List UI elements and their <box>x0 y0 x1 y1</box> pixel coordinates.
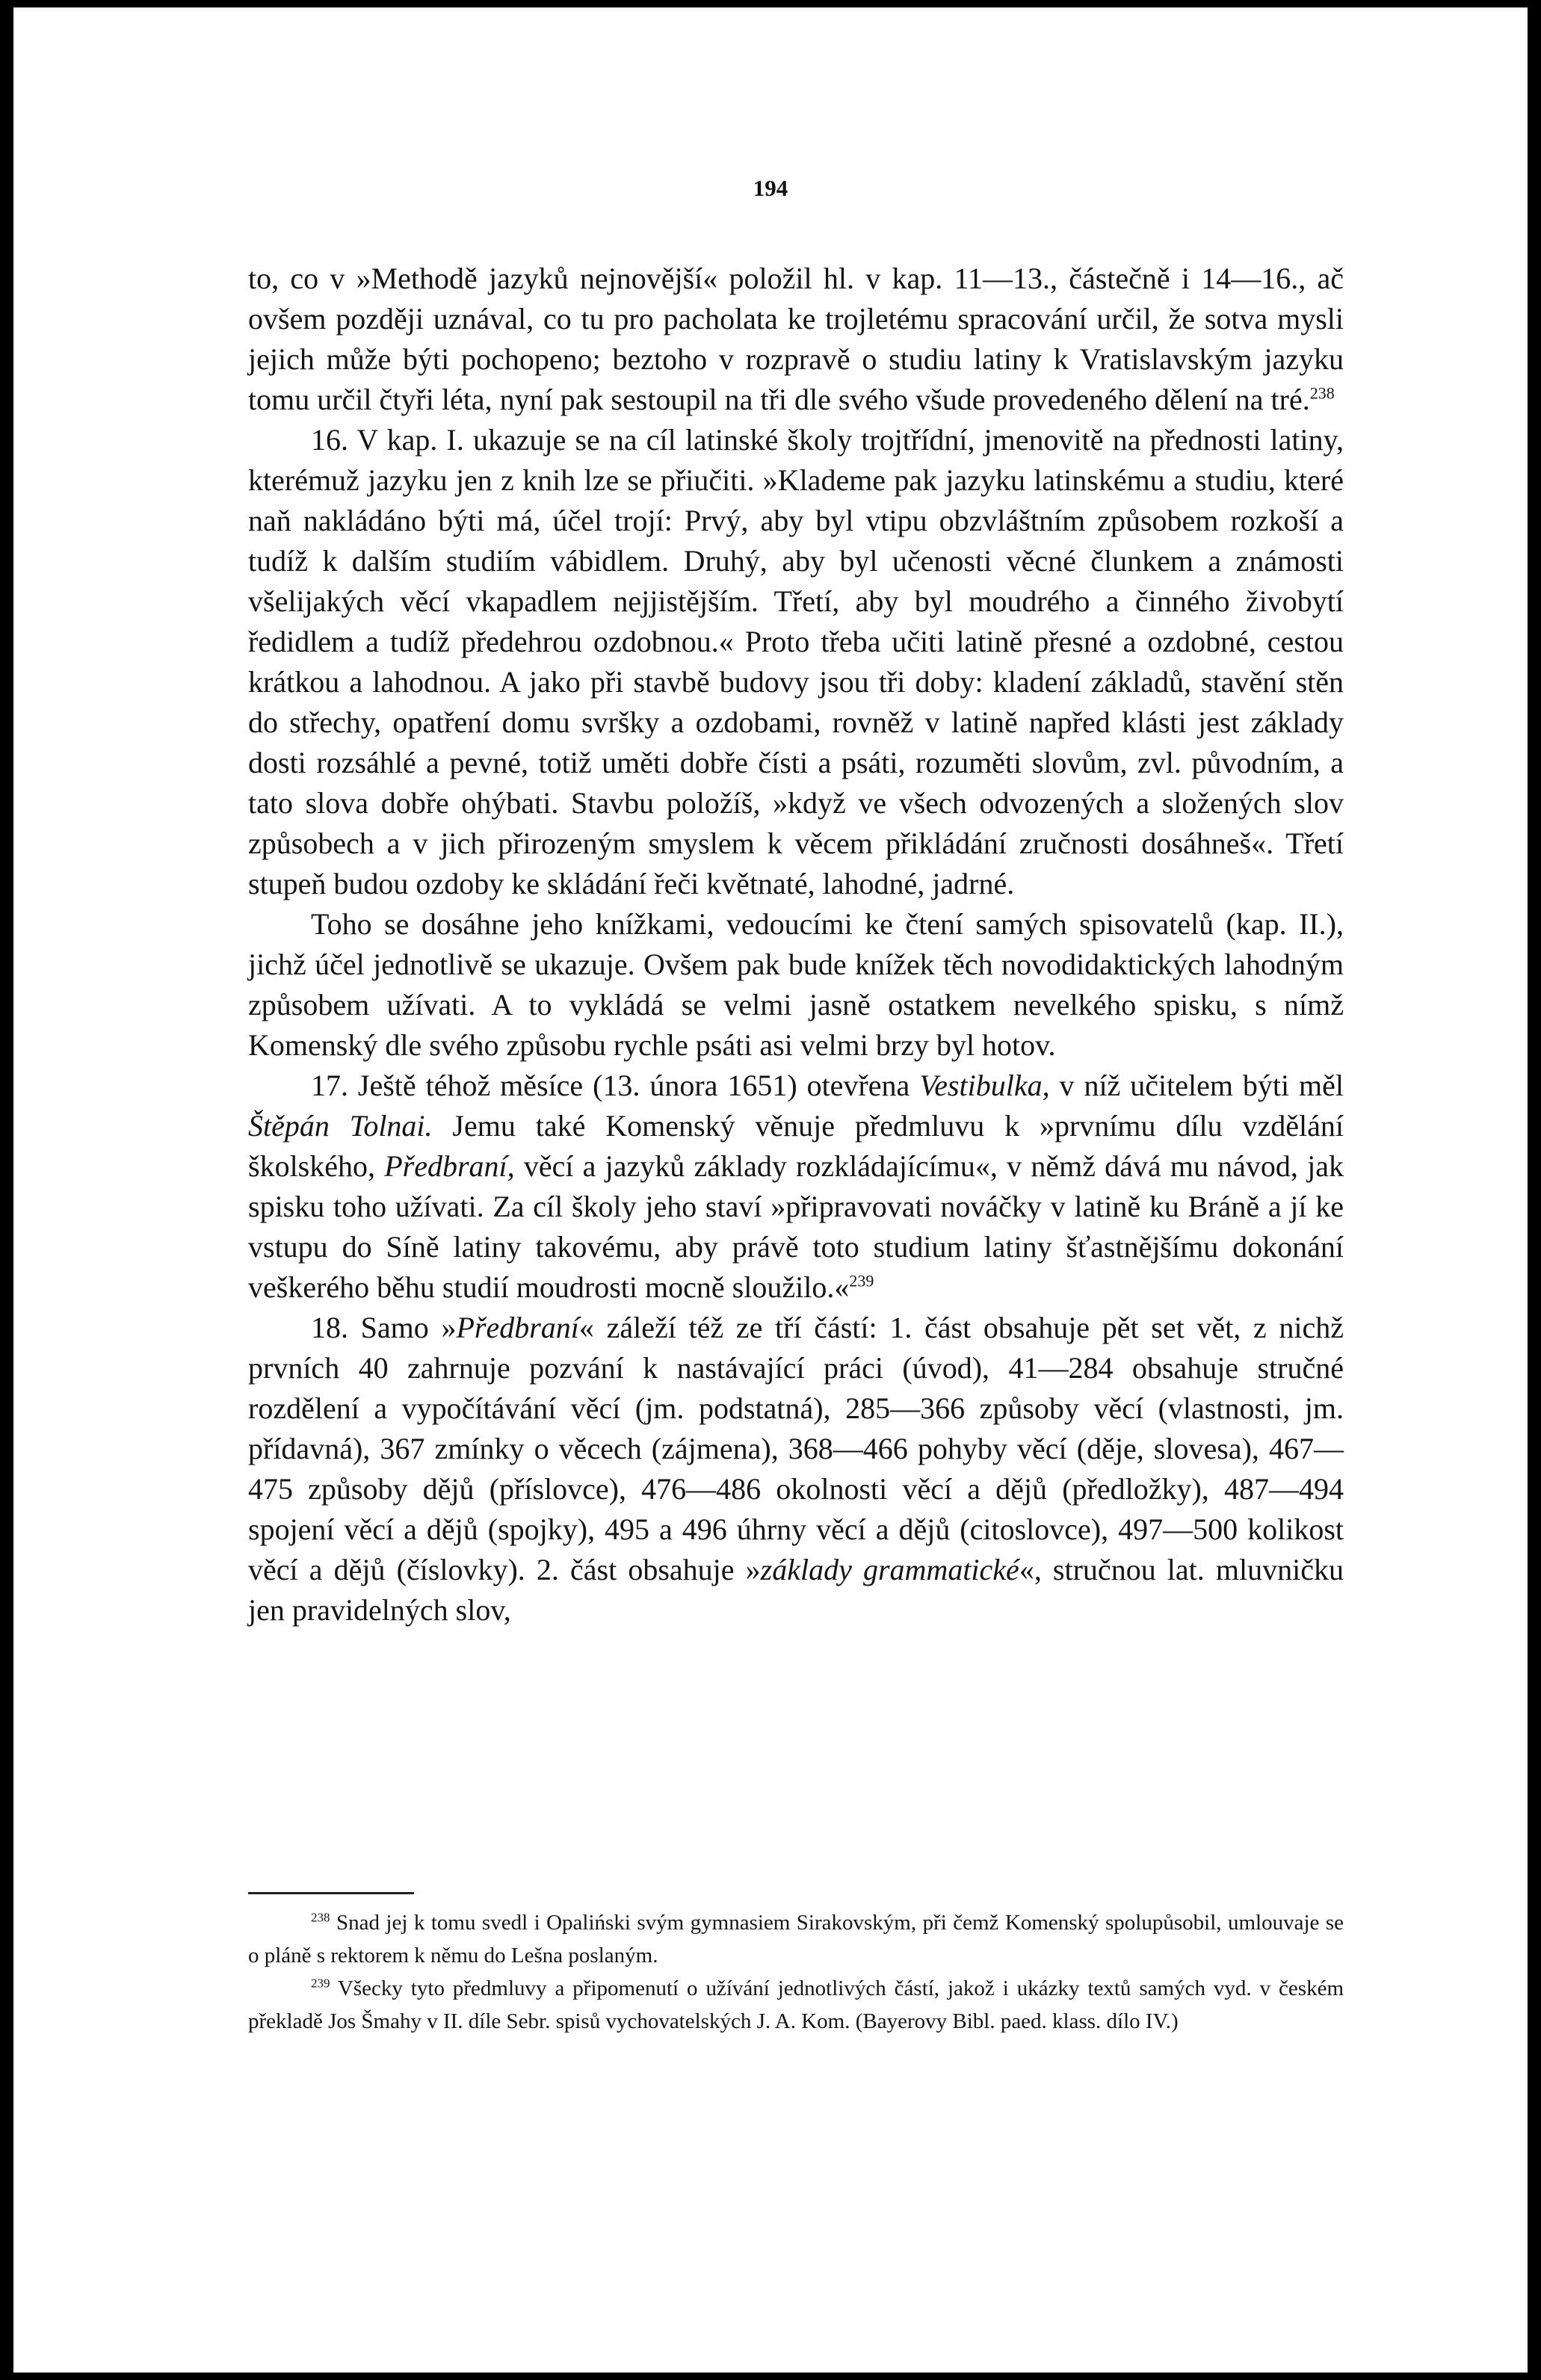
italic-name: Štěpán Tolnai. <box>248 1109 433 1143</box>
footnote-ref: 239 <box>849 1271 874 1291</box>
footnote: $^{238}$ Snad jej k tomu svedl i Opaliński svým gymnasiem Sirakovským, při čemž Komenský spolupůsobil, umlouvaje se o pláně s rektorem k němu do Lešna poslaným. <box>248 1910 1344 1968</box>
footnotes <box>248 1906 1344 2038</box>
footnote-divider <box>248 1892 414 1894</box>
footnote-number: 238 <box>311 1910 330 1925</box>
page-number: 194 <box>753 175 788 201</box>
book-page <box>13 7 1528 2373</box>
footnote-ref: 238 <box>1309 383 1335 403</box>
paragraph: Toho se dosáhne jeho knížkami, vedoucími ke čtení samých spisovatelů (kap. II.), jichž účel jednotlivě se ukazuje. Ovšem pak bude knížek těch novodidaktických lahodným způsobem užívati. A to vykládá se velmi jasně ostatkem nevelkého spisku, s nímž Komenský dle svého způsobu rychle psáti asi velmi brzy byl hotov. <box>248 907 1344 1062</box>
paragraph-18: 18. Samo »Předbraní« záleží též ze tří částí: 1. část obsahuje pět set vět, z nichž prvních 40 zahrnuje pozvání k nastávající práci (úvod), 41—284 obsahuje stručné rozdělení a vypočítávání věcí (jm. podstatná), 285—366 způsoby věcí (vlastnosti, jm. přídavná), 367 zmínky o věcech (zájmena), 368—466 pohyby věcí (děje, slovesa), 467—475 způsoby dějů (příslovce), 476—486 okolnosti věcí a dějů (předložky), 487—494 spojení věcí a dějů (spojky), 495 a 496 úhrny věcí a dějů (citoslovce), 497—500 kolikost věcí a dějů (číslovky). 2. část obsahuje »základy grammatické«, stručnou lat. mluvničku jen pravidelných slov, <box>248 1311 1344 1627</box>
body-text <box>248 259 1344 1631</box>
paragraph-16: 16. V kap. I. ukazuje se na cíl latinské školy trojtřídní, jmenovitě na přednosti latiny, kterémuž jazyku jen z knih lze se přiučiti. »Klademe pak jazyku latinskému a studiu, které naň nakládáno býti má, účel trojí: Prvý, aby byl vtipu obzvláštním způsobem rozkoší a tudíž k dalším studiím vábidlem. Druhý, aby byl učenosti věcné člunkem a známosti všelijakých věcí vkapadlem nejjistějším. Třetí, aby byl moudrého a činného živobytí ředidlem a tudíž předehrou ozdobnou.« Proto třeba učiti latině přesné a ozdobné, cestou krátkou a lahodnou. A jako při stavbě budovy jsou tři doby: kladení základů, stavění stěn do střechy, opatření domu svršky a ozdobami, rovněž v latině napřed klásti jest základy dosti rozsáhlé a pevné, totiž uměti dobře čísti a psáti, rozuměti slovům, zvl. původním, a tato slova dobře ohýbati. Stavbu položíš, »když ve všech odvozených a složených slov způsobech a v jich přirozeným smyslem k věcem přikládání zručnosti dosáhneš«. Třetí stupeň budou ozdoby ke skládání řeči květnaté, lahodné, jadrné. <box>248 423 1344 900</box>
italic-title: Vestibulka, <box>919 1069 1050 1102</box>
italic-title: Předbraní <box>456 1311 579 1344</box>
paragraph: to, co v »Methodě jazyků nejnovější« položil hl. v kap. 11—13., částečně i 14—16., ač ovšem později uznával, co tu pro pacholata ke trojletému spracování určil, že sotva mysli jejich může býti pochopeno; beztoho v rozpravě o studiu latiny k Vratislavským jazyku tomu určil čtyři léta, nyní pak sestoupil na tři dle svého všude provedeného dělení na tré.$^{238}$ <box>248 262 1344 416</box>
italic-title: Předbraní, <box>384 1149 515 1183</box>
footnote: $^{239}$ Všecky tyto předmluvy a připomenutí o užívání jednotlivých částí, jakož i ukázky textů samých vyd. v českém překladě Jos Šmahy v II. díle Sebr. spisů vychovatelských J. A. Kom. (Bayerovy Bibl. paed. klass. dílo IV.) <box>248 1976 1344 2033</box>
italic-title: základy grammatické <box>760 1553 1019 1586</box>
paragraph-17: 17. Ještě téhož měsíce (13. února 1651) otevřena Vestibulka, v níž učitelem býti měl Štěpán Tolnai. Jemu také Komenský věnuje předmluvu k »prvnímu dílu vzdělání školského, Předbraní, věcí a jazyků základy rozkládajícímu«, v němž dává mu návod, jak spisku toho užívati. Za cíl školy jeho staví »připravovati nováčky v latině ku Bráně a jí ke vstupu do Síně latiny takovému, aby právě toto studium latiny šťastnějšímu dokonání veškerého běhu studií moudrosti mocně sloužilo.«$^{239}$ <box>248 1069 1344 1304</box>
footnote-number: 239 <box>311 1976 330 1991</box>
